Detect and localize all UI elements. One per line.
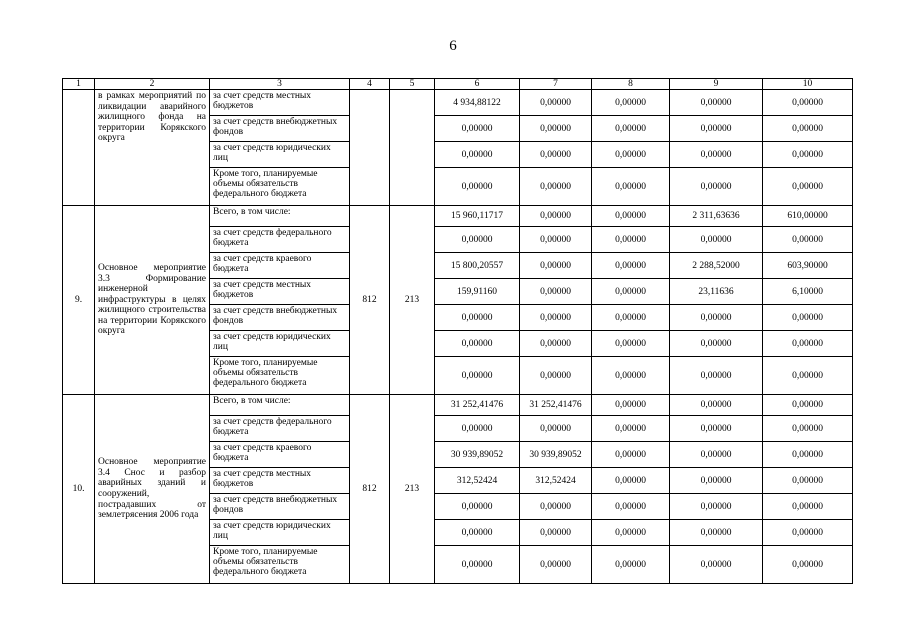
amount-cell: 0,00000 (763, 468, 853, 494)
amount-cell: 0,00000 (520, 416, 592, 442)
amount-cell: 30 939,89052 (520, 442, 592, 468)
funding-source-cell: Всего, в том числе: (210, 206, 350, 227)
amount-cell: 0,00000 (592, 305, 670, 331)
amount-cell: 23,11636 (670, 279, 763, 305)
amount-cell: 31 252,41476 (435, 395, 520, 416)
amount-cell: 0,00000 (763, 227, 853, 253)
amount-cell: 0,00000 (592, 546, 670, 584)
code-cell: 812 (350, 206, 390, 395)
code-cell (390, 90, 435, 206)
amount-cell: 0,00000 (592, 227, 670, 253)
amount-cell: 0,00000 (592, 90, 670, 116)
funding-source-cell: за счет средств местных бюджетов (210, 468, 350, 494)
funding-source-cell: за счет средств местных бюджетов (210, 90, 350, 116)
row-number-cell: 9. (63, 206, 95, 395)
amount-cell: 0,00000 (435, 546, 520, 584)
amount-cell: 0,00000 (435, 305, 520, 331)
amount-cell: 0,00000 (592, 206, 670, 227)
funding-source-cell: Кроме того, планируемые объемы обязательств федерального бюджета (210, 546, 350, 584)
funding-source-cell: Кроме того, планируемые объемы обязательств федерального бюджета (210, 357, 350, 395)
amount-cell: 0,00000 (763, 305, 853, 331)
column-number: 9 (670, 79, 763, 90)
amount-cell: 2 288,52000 (670, 253, 763, 279)
amount-cell: 0,00000 (670, 395, 763, 416)
amount-cell: 0,00000 (520, 116, 592, 142)
amount-cell: 0,00000 (592, 142, 670, 168)
amount-cell: 610,00000 (763, 206, 853, 227)
amount-cell: 0,00000 (670, 305, 763, 331)
amount-cell: 312,52424 (520, 468, 592, 494)
funding-source-cell: за счет средств краевого бюджета (210, 253, 350, 279)
amount-cell: 0,00000 (520, 142, 592, 168)
amount-cell: 0,00000 (670, 546, 763, 584)
amount-cell: 0,00000 (763, 331, 853, 357)
code-cell: 213 (390, 206, 435, 395)
amount-cell: 0,00000 (763, 395, 853, 416)
amount-cell: 0,00000 (520, 331, 592, 357)
amount-cell: 0,00000 (435, 331, 520, 357)
funding-source-cell: за счет средств внебюджетных фондов (210, 494, 350, 520)
funding-source-cell: за счет средств юридических лиц (210, 331, 350, 357)
column-number: 1 (63, 79, 95, 90)
amount-cell: 0,00000 (520, 494, 592, 520)
amount-cell: 0,00000 (592, 494, 670, 520)
funding-source-cell: Кроме того, планируемые объемы обязательств федерального бюджета (210, 168, 350, 206)
amount-cell: 0,00000 (435, 416, 520, 442)
amount-cell: 0,00000 (435, 227, 520, 253)
amount-cell: 15 800,20557 (435, 253, 520, 279)
amount-cell: 0,00000 (520, 546, 592, 584)
amount-cell: 0,00000 (763, 142, 853, 168)
amount-cell: 0,00000 (435, 494, 520, 520)
event-name-cell: в рамках мероприятий по ликвидации аварийного жилищного фонда на территории Корякского округа (95, 90, 210, 206)
amount-cell: 31 252,41476 (520, 395, 592, 416)
amount-cell: 0,00000 (670, 90, 763, 116)
amount-cell: 0,00000 (763, 494, 853, 520)
amount-cell: 0,00000 (520, 253, 592, 279)
amount-cell: 0,00000 (592, 331, 670, 357)
column-number: 2 (95, 79, 210, 90)
amount-cell: 0,00000 (670, 520, 763, 546)
amount-cell: 603,90000 (763, 253, 853, 279)
amount-cell: 0,00000 (670, 331, 763, 357)
amount-cell: 15 960,11717 (435, 206, 520, 227)
funding-source-cell: Всего, в том числе: (210, 395, 350, 416)
row-number-cell: 10. (63, 395, 95, 584)
amount-cell: 0,00000 (592, 442, 670, 468)
column-number: 4 (350, 79, 390, 90)
column-number: 8 (592, 79, 670, 90)
amount-cell: 0,00000 (592, 168, 670, 206)
amount-cell: 0,00000 (592, 416, 670, 442)
amount-cell: 0,00000 (520, 90, 592, 116)
funding-source-cell: за счет средств местных бюджетов (210, 279, 350, 305)
amount-cell: 312,52424 (435, 468, 520, 494)
amount-cell: 159,91160 (435, 279, 520, 305)
amount-cell: 0,00000 (520, 357, 592, 395)
amount-cell: 0,00000 (592, 116, 670, 142)
table-row (63, 90, 853, 116)
amount-cell: 2 311,63636 (670, 206, 763, 227)
funding-source-cell: за счет средств юридических лиц (210, 520, 350, 546)
amount-cell: 0,00000 (763, 546, 853, 584)
amount-cell: 0,00000 (670, 442, 763, 468)
amount-cell: 0,00000 (520, 279, 592, 305)
amount-cell: 0,00000 (592, 520, 670, 546)
column-number: 6 (435, 79, 520, 90)
row-number-cell (63, 90, 95, 206)
amount-cell: 0,00000 (520, 227, 592, 253)
table-row (63, 395, 853, 416)
amount-cell: 0,00000 (670, 468, 763, 494)
funding-source-cell: за счет средств юридических лиц (210, 142, 350, 168)
code-cell: 213 (390, 395, 435, 584)
amount-cell: 0,00000 (670, 416, 763, 442)
amount-cell: 0,00000 (435, 168, 520, 206)
budget-table (62, 78, 853, 584)
amount-cell: 0,00000 (592, 357, 670, 395)
column-number: 7 (520, 79, 592, 90)
amount-cell: 0,00000 (435, 357, 520, 395)
amount-cell: 4 934,88122 (435, 90, 520, 116)
amount-cell: 0,00000 (670, 227, 763, 253)
amount-cell: 30 939,89052 (435, 442, 520, 468)
funding-source-cell: за счет средств внебюджетных фондов (210, 116, 350, 142)
amount-cell: 0,00000 (763, 90, 853, 116)
amount-cell: 0,00000 (520, 168, 592, 206)
amount-cell: 0,00000 (670, 142, 763, 168)
amount-cell: 0,00000 (592, 279, 670, 305)
funding-source-cell: за счет средств краевого бюджета (210, 442, 350, 468)
page-number: 6 (449, 38, 457, 54)
amount-cell: 0,00000 (763, 416, 853, 442)
funding-source-cell: за счет средств внебюджетных фондов (210, 305, 350, 331)
amount-cell: 0,00000 (763, 116, 853, 142)
amount-cell: 0,00000 (592, 468, 670, 494)
amount-cell: 0,00000 (763, 520, 853, 546)
amount-cell: 0,00000 (520, 305, 592, 331)
amount-cell: 0,00000 (435, 142, 520, 168)
amount-cell: 0,00000 (763, 168, 853, 206)
column-number: 10 (763, 79, 853, 90)
funding-source-cell: за счет средств федерального бюджета (210, 227, 350, 253)
code-cell (350, 90, 390, 206)
code-cell: 812 (350, 395, 390, 584)
amount-cell: 0,00000 (670, 494, 763, 520)
funding-source-cell: за счет средств федерального бюджета (210, 416, 350, 442)
amount-cell: 0,00000 (435, 520, 520, 546)
amount-cell: 0,00000 (435, 116, 520, 142)
column-number: 5 (390, 79, 435, 90)
amount-cell: 0,00000 (763, 357, 853, 395)
amount-cell: 0,00000 (670, 168, 763, 206)
event-name-cell: Основное мероприятие 3.4 Снос и разбор аварийных зданий и сооружений, пострадавших от землетрясения 2006 года (95, 395, 210, 584)
amount-cell: 0,00000 (670, 357, 763, 395)
amount-cell: 0,00000 (520, 520, 592, 546)
column-number: 3 (210, 79, 350, 90)
column-numbers-row (63, 79, 853, 90)
amount-cell: 0,00000 (763, 442, 853, 468)
table-row (63, 206, 853, 227)
amount-cell: 0,00000 (520, 206, 592, 227)
amount-cell: 0,00000 (592, 395, 670, 416)
amount-cell: 0,00000 (592, 253, 670, 279)
event-name-cell: Основное мероприятие 3.3 Формирование инженерной инфраструктуры в целях жилищного строительства на территории Корякского округа (95, 206, 210, 395)
amount-cell: 6,10000 (763, 279, 853, 305)
amount-cell: 0,00000 (670, 116, 763, 142)
